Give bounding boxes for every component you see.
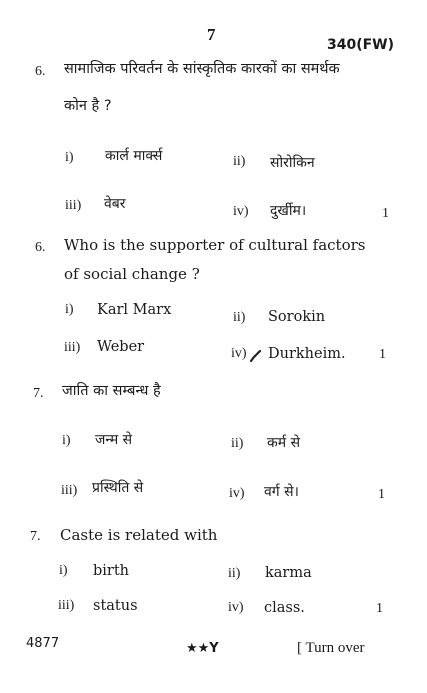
option-text: class.: [264, 600, 305, 616]
option-text: सोरोकिन: [270, 155, 315, 171]
option-label: i): [62, 433, 71, 448]
page-number: 7: [207, 25, 216, 44]
option-label: iv): [229, 486, 245, 501]
option-text: जन्म से: [95, 432, 133, 448]
question-text-line: Who is the supporter of cultural factors: [64, 236, 366, 254]
paper-code: 340(FW): [327, 37, 395, 53]
option-text: वर्ग से।: [264, 484, 299, 500]
option-label: iv): [233, 204, 249, 219]
question-text-line: सामाजिक परिवर्तन के सांस्कृतिक कारकों का समर्थक: [64, 61, 340, 77]
marks: 1: [379, 347, 386, 362]
option-label: iv): [228, 600, 244, 615]
question-number: 7.: [33, 386, 44, 401]
option-text: Weber: [97, 339, 145, 355]
option-text: कर्म से: [267, 435, 301, 451]
question-number: 6.: [35, 64, 46, 79]
option-text: वेबर: [104, 196, 126, 212]
marks: 1: [378, 487, 385, 502]
option-label: ii): [233, 310, 246, 325]
question-text-line: जाति का सम्बन्ध है: [62, 383, 161, 399]
option-label: ii): [233, 154, 246, 169]
option-text: Karl Marx: [97, 302, 172, 318]
question-text-line: कोन है ?: [64, 98, 112, 114]
option-text: दुर्खीम।: [270, 203, 307, 219]
option-text: प्रस्थिति से: [92, 480, 144, 496]
marks: 1: [382, 206, 389, 221]
question-text-line: Caste is related with: [60, 526, 218, 544]
option-text: Sorokin: [268, 309, 326, 325]
pencil-tick-icon: [250, 349, 262, 363]
option-label: i): [65, 150, 74, 165]
serial-number: 4877: [26, 636, 60, 651]
option-label: iv): [231, 346, 247, 361]
option-text: कार्ल मार्क्स: [105, 148, 163, 164]
option-label: iii): [61, 483, 78, 498]
option-label: iii): [64, 340, 81, 355]
turn-over: [ Turn over: [297, 640, 365, 656]
option-text: birth: [93, 563, 130, 579]
option-label: i): [65, 302, 74, 317]
question-number: 6.: [35, 240, 46, 255]
option-label: iii): [65, 198, 82, 213]
option-text: karma: [265, 565, 312, 581]
set-marker: ★★Y: [186, 641, 219, 656]
marks: 1: [376, 601, 383, 616]
option-text: Durkheim.: [268, 346, 346, 362]
option-label: ii): [228, 566, 241, 581]
option-label: iii): [58, 598, 75, 613]
question-number: 7.: [30, 529, 41, 544]
option-label: ii): [231, 436, 244, 451]
question-text-line: of social change ?: [64, 265, 200, 283]
option-text: status: [93, 598, 138, 614]
option-label: i): [59, 563, 68, 578]
